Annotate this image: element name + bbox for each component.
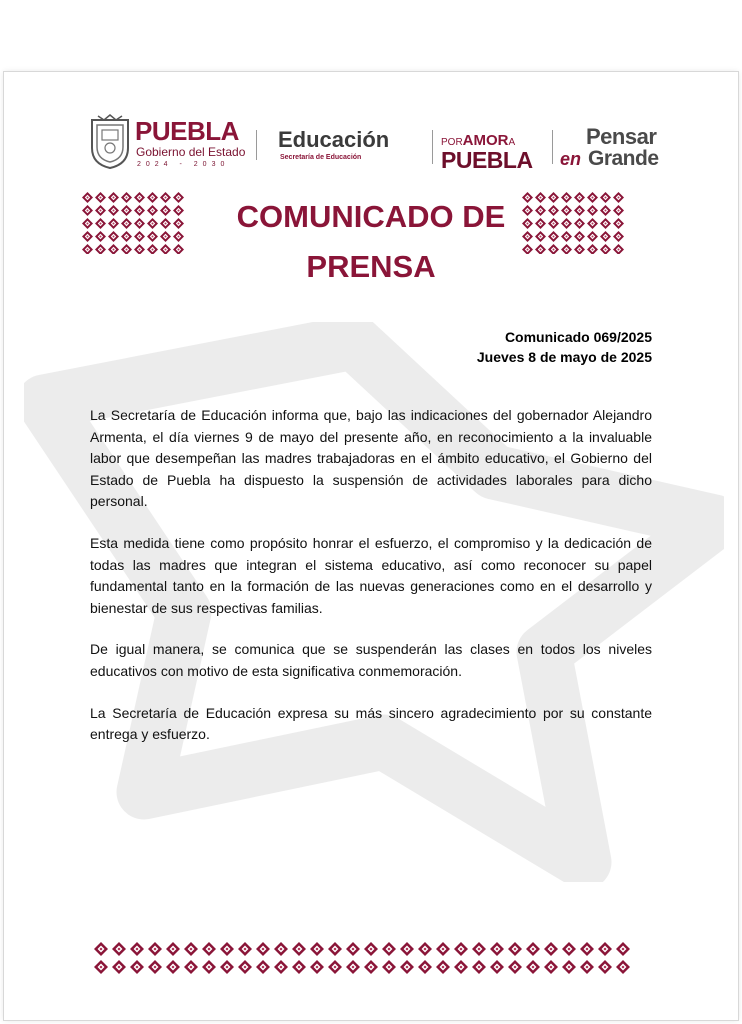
pattern-motif [580,942,594,956]
press-release-page [4,72,738,1020]
pattern-motif [134,231,145,242]
talavera-pattern-icon [92,940,652,974]
pattern-motif [134,244,145,254]
pattern-motif [220,942,234,956]
pattern-motif [238,960,252,974]
pattern-motif [574,192,585,203]
pattern-motif [160,231,171,242]
pattern-motif [454,960,468,974]
pattern-motif [121,244,132,254]
pattern-motif [508,960,522,974]
pattern-motif [95,218,106,229]
pattern-motif [613,205,624,216]
pattern-motif [148,942,162,956]
pensar-logo-pensar: Pensar [586,124,657,149]
pattern-motif [173,218,184,229]
pattern-motif [598,942,612,956]
pattern-motif [574,231,585,242]
pattern-motif [544,942,558,956]
pattern-motif [82,231,93,242]
pattern-motif [418,960,432,974]
pattern-motif [613,218,624,229]
pattern-motif [166,942,180,956]
pattern-motif [256,960,270,974]
pattern-motif [184,942,198,956]
pattern-motif [598,960,612,974]
pattern-motif [600,244,611,254]
pattern-motif [147,218,158,229]
pattern-motif [292,942,306,956]
pattern-motif [587,218,598,229]
pattern-motif [108,244,119,254]
pattern-motif [112,942,126,956]
pattern-motif [436,942,450,956]
pensar-logo-grande: Grande [588,147,659,170]
pattern-motif [436,960,450,974]
pattern-motif [166,960,180,974]
pattern-motif [256,942,270,956]
pattern-motif [130,942,144,956]
pattern-motif [561,218,572,229]
pattern-motif [108,205,119,216]
pattern-motif [346,942,360,956]
pattern-motif [587,192,598,203]
pattern-motif [147,205,158,216]
pattern-motif [94,960,108,974]
pattern-motif [108,218,119,229]
coat-of-arms-icon [88,114,132,170]
pattern-motif [561,192,572,203]
pattern-motif [82,205,93,216]
pattern-motif [328,960,342,974]
pattern-motif [364,942,378,956]
pattern-motif [95,205,106,216]
pattern-motif [160,244,171,254]
pattern-motif [173,231,184,242]
pattern-motif [561,205,572,216]
pattern-motif [490,942,504,956]
body-text [90,405,652,766]
por-amor-a: A [508,137,516,148]
pattern-motif [292,960,306,974]
header-logos [4,112,738,174]
pattern-motif [274,942,288,956]
paragraph: Esta medida tiene como propósito honrar el esfuerzo, el compromiso y la dedicación de todas las madres que integran el sistema educativo, así como reconocer su papel fundamental tanto en la formación de las nuevas generaciones como en el desarrollo y bienestar de sus respectivas familias. [90,534,652,616]
pattern-motif [160,218,171,229]
pattern-motif [561,231,572,242]
pattern-motif [454,942,468,956]
pensar-logo-en: en [560,149,582,169]
pattern-motif [400,960,414,974]
pattern-motif [328,942,342,956]
paragraph: De igual manera, se comunica que se suspenderán las clases en todos los niveles educativos con motivo de esta significativa conmemoración. [90,641,652,679]
pattern-motif [121,192,132,203]
educacion-logo-name: Educación [278,127,390,152]
pattern-motif [574,218,585,229]
pattern-motif [147,192,158,203]
pattern-motif [134,218,145,229]
communique-meta [477,327,652,367]
pattern-motif [382,960,396,974]
pattern-motif [112,960,126,974]
pattern-motif [130,960,144,974]
pattern-motif [616,942,630,956]
paragraph: La Secretaría de Educación informa que, bajo las indicaciones del gobernador Alejandro Armenta, el día viernes 9 de mayo del presente año, en reconocimiento a la invaluable labor que desempeñan las madres trabajadoras en el ámbito educativo, el Gobierno del Estado de Puebla ha dispuesto la suspensión de actividades laborales para dicho personal. [90,407,652,510]
pattern-motif [95,244,106,254]
pattern-motif [82,192,93,203]
pattern-motif [160,205,171,216]
pattern-motif [134,192,145,203]
communique-date: Jueves 8 de mayo de 2025 [476,349,652,365]
educacion-logo-subtitle: Secretaría de Educación [280,154,362,161]
puebla-logo-years: 2024 - 2030 [137,161,230,168]
pattern-motif [82,218,93,229]
por-amor-por: POR [441,137,463,148]
pattern-motif [587,205,598,216]
puebla-logo-name: PUEBLA [135,116,239,146]
pattern-motif [526,942,540,956]
pattern-motif [95,192,106,203]
title-line-2: PRENSA [306,249,436,284]
pattern-motif [574,244,585,254]
pattern-motif [613,231,624,242]
pattern-motif [562,942,576,956]
pattern-motif [94,942,108,956]
page-title [184,192,558,292]
pattern-motif [134,205,145,216]
title-line-1: COMUNICADO DE [236,199,506,234]
pattern-motif [562,960,576,974]
pattern-motif [310,942,324,956]
pattern-motif [202,960,216,974]
pattern-motif [238,942,252,956]
pattern-motif [148,960,162,974]
pattern-motif [472,942,486,956]
pattern-motif [526,960,540,974]
communique-number: Comunicado 069/2025 [504,329,652,345]
pattern-motif [382,942,396,956]
pattern-motif [544,960,558,974]
pattern-motif [82,244,93,254]
pattern-motif [574,205,585,216]
pattern-motif [121,231,132,242]
pattern-motif [160,192,171,203]
talavera-pattern-icon [80,190,190,254]
logo-divider [552,130,553,164]
pattern-motif [184,960,198,974]
pattern-motif [108,231,119,242]
pattern-motif [346,960,360,974]
paragraph: La Secretaría de Educación expresa su más sincero agradecimiento por su constante entrega y esfuerzo. [90,704,652,743]
pattern-motif [587,231,598,242]
pattern-motif [600,192,611,203]
pattern-motif [600,231,611,242]
pattern-motif [121,218,132,229]
pattern-motif [147,244,158,254]
pattern-motif [364,960,378,974]
pattern-motif [400,942,414,956]
puebla-logo-subtitle: Gobierno del Estado [136,145,246,159]
pattern-motif [613,192,624,203]
logo-divider [256,130,257,160]
pattern-motif [490,960,504,974]
pattern-motif [173,192,184,203]
pattern-motif [418,942,432,956]
pattern-motif [173,205,184,216]
pattern-motif [508,942,522,956]
pattern-motif [561,244,572,254]
pattern-motif [600,205,611,216]
pattern-motif [613,244,624,254]
pattern-motif [616,960,630,974]
pattern-motif [95,231,106,242]
pattern-motif [147,231,158,242]
pattern-motif [580,960,594,974]
pattern-motif [202,942,216,956]
pattern-motif [121,205,132,216]
pattern-motif [310,960,324,974]
pattern-motif [472,960,486,974]
pattern-motif [220,960,234,974]
pattern-motif [274,960,288,974]
por-amor-puebla: PUEBLA [441,147,533,173]
pattern-motif [108,192,119,203]
pattern-motif [173,244,184,254]
por-amor-amor: AMOR [462,132,509,149]
pattern-motif [587,244,598,254]
logo-divider [432,130,433,164]
pattern-motif [600,218,611,229]
